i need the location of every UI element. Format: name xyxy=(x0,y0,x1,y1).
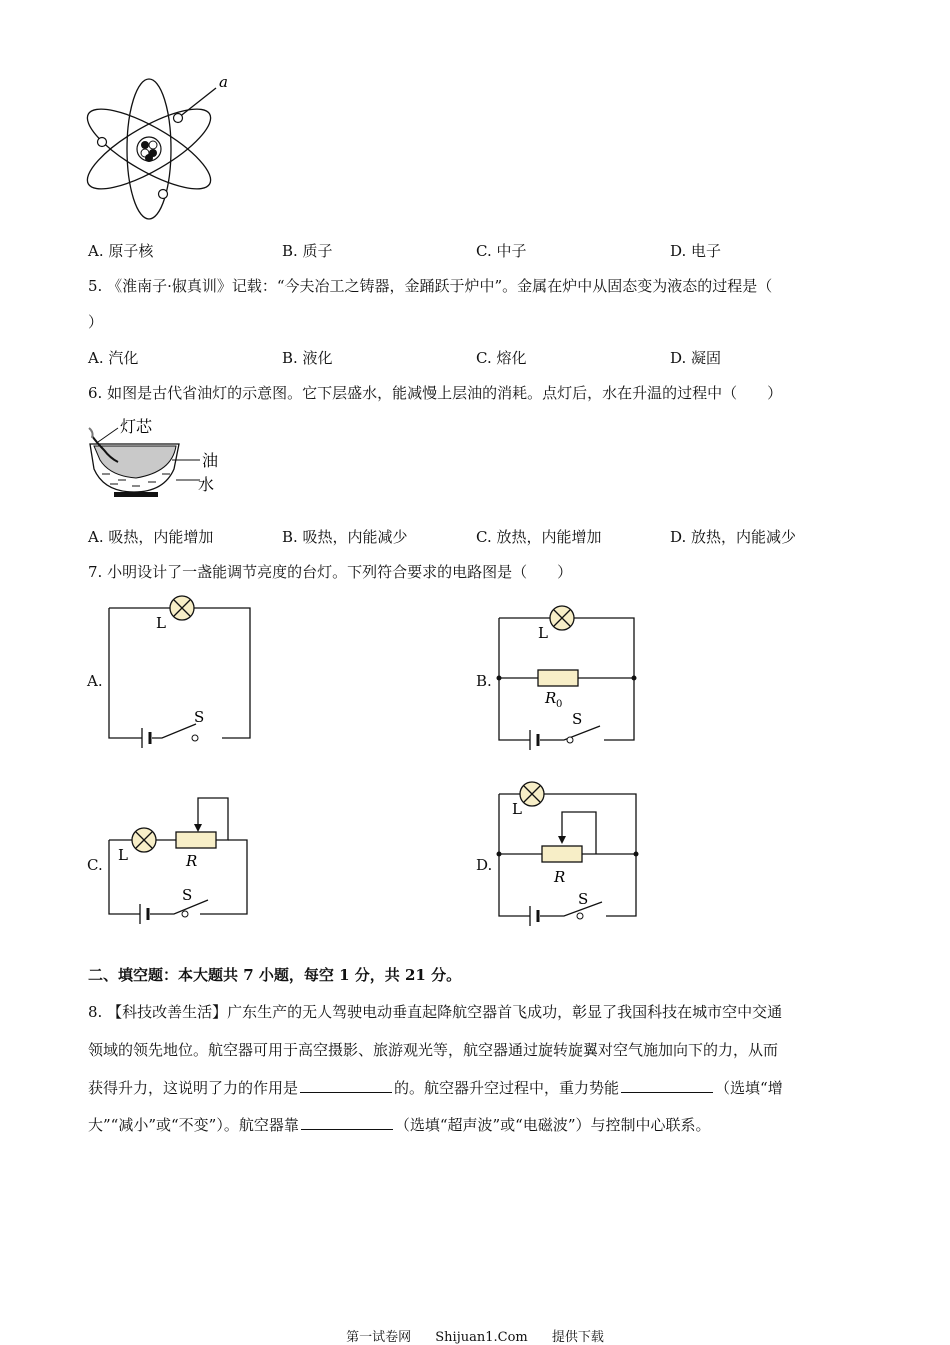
circuit-b-resistor-subscript: 0 xyxy=(556,699,563,710)
q5-option-a: A. 汽化 xyxy=(88,349,139,367)
q6-option-d: D. 放热，内能减少 xyxy=(670,528,797,546)
circuit-a xyxy=(104,592,256,754)
footer-site-name: 第一试卷网 xyxy=(346,1330,412,1345)
q8-blank-1[interactable] xyxy=(300,1078,392,1093)
q6-option-c: C. 放热，内能增加 xyxy=(476,528,602,546)
circuit-d-letter: D. xyxy=(476,856,493,874)
circuit-b xyxy=(494,600,644,756)
circuit-b-switch-label: S xyxy=(572,710,583,728)
atom-figure xyxy=(82,72,252,224)
q8-line3-part1: 获得升力，这说明了力的作用是 xyxy=(88,1079,299,1097)
q8-line3-part3: （选填“增 xyxy=(715,1079,783,1097)
q8-line2: 领域的领先地位。航空器可用于高空摄影、旅游观光等，航空器通过旋转旋翼对空气施加向下的力，从而 xyxy=(88,1041,779,1059)
lamp-label-water: 水 xyxy=(198,475,215,494)
q8-line4-part1: 大”“减小”或“不变”）。航空器靠 xyxy=(88,1116,299,1134)
circuit-d-rheostat-label: R xyxy=(554,868,566,886)
circuit-b-resistor-label: R xyxy=(545,689,557,707)
q5-stem-line2: ） xyxy=(88,313,104,331)
circuit-d xyxy=(494,778,644,932)
q6-option-b: B. 吸热，内能减少 xyxy=(282,528,408,546)
q8-blank-2[interactable] xyxy=(621,1078,713,1093)
q4-option-b: B. 质子 xyxy=(282,242,333,260)
circuit-c xyxy=(104,794,254,926)
circuit-b-letter: B. xyxy=(476,672,492,690)
circuit-b-lamp-label: L xyxy=(538,624,548,642)
q4-option-a: A. 原子核 xyxy=(88,242,154,260)
oil-lamp-figure xyxy=(84,414,234,504)
circuit-c-switch-label: S xyxy=(182,886,193,904)
circuit-d-lamp-label: L xyxy=(512,800,522,818)
lamp-label-wick: 灯芯 xyxy=(120,417,153,436)
circuit-a-lamp-label: L xyxy=(156,614,166,632)
page-footer xyxy=(0,1326,950,1345)
lamp-label-oil: 油 xyxy=(202,451,219,470)
q5-stem-line1: 5. 《淮南子·俶真训》记载：“今夫冶工之铸器，金踊跃于炉中”。金属在炉中从固态变为液态的过程是（ xyxy=(88,277,773,295)
q8-line3 xyxy=(88,1078,783,1098)
footer-site-domain[interactable]: Shijuan1.Com xyxy=(435,1330,528,1345)
q8-line1: 8. 【科技改善生活】广东生产的无人驾驶电动垂直起降航空器首飞成功，彰显了我国科技在城市空中交通 xyxy=(88,1003,783,1021)
q5-option-c: C. 熔化 xyxy=(476,349,527,367)
circuit-d-switch-label: S xyxy=(578,890,589,908)
q8-blank-3[interactable] xyxy=(301,1115,393,1130)
q5-option-b: B. 液化 xyxy=(282,349,333,367)
footer-note: 提供下载 xyxy=(551,1330,604,1345)
q7-stem: 7. 小明设计了一盏能调节亮度的台灯。下列符合要求的电路图是（ ） xyxy=(88,563,573,581)
circuit-c-rheostat-label: R xyxy=(186,852,198,870)
circuit-c-lamp-label: L xyxy=(118,846,128,864)
circuit-c-letter: C. xyxy=(87,856,103,874)
q8-line4 xyxy=(88,1115,711,1135)
q4-option-d: D. 电子 xyxy=(670,242,722,260)
q4-option-c: C. 中子 xyxy=(476,242,527,260)
section2-heading: 二、填空题：本大题共 7 小题，每空 1 分，共 21 分。 xyxy=(88,966,462,984)
q8-line3-part2: 的。航空器升空过程中，重力势能 xyxy=(394,1079,620,1097)
q6-option-a: A. 吸热，内能增加 xyxy=(88,528,214,546)
q5-option-d: D. 凝固 xyxy=(670,349,722,367)
q8-line4-part2: （选填“超声波”或“电磁波”）与控制中心联系。 xyxy=(394,1116,711,1134)
q6-stem: 6. 如图是古代省油灯的示意图。它下层盛水，能减慢上层油的消耗。点灯后，水在升温的过程中（ ） xyxy=(88,384,783,402)
atom-label-a: a xyxy=(219,73,228,91)
circuit-a-switch-label: S xyxy=(194,708,205,726)
circuit-a-letter: A. xyxy=(87,672,103,690)
